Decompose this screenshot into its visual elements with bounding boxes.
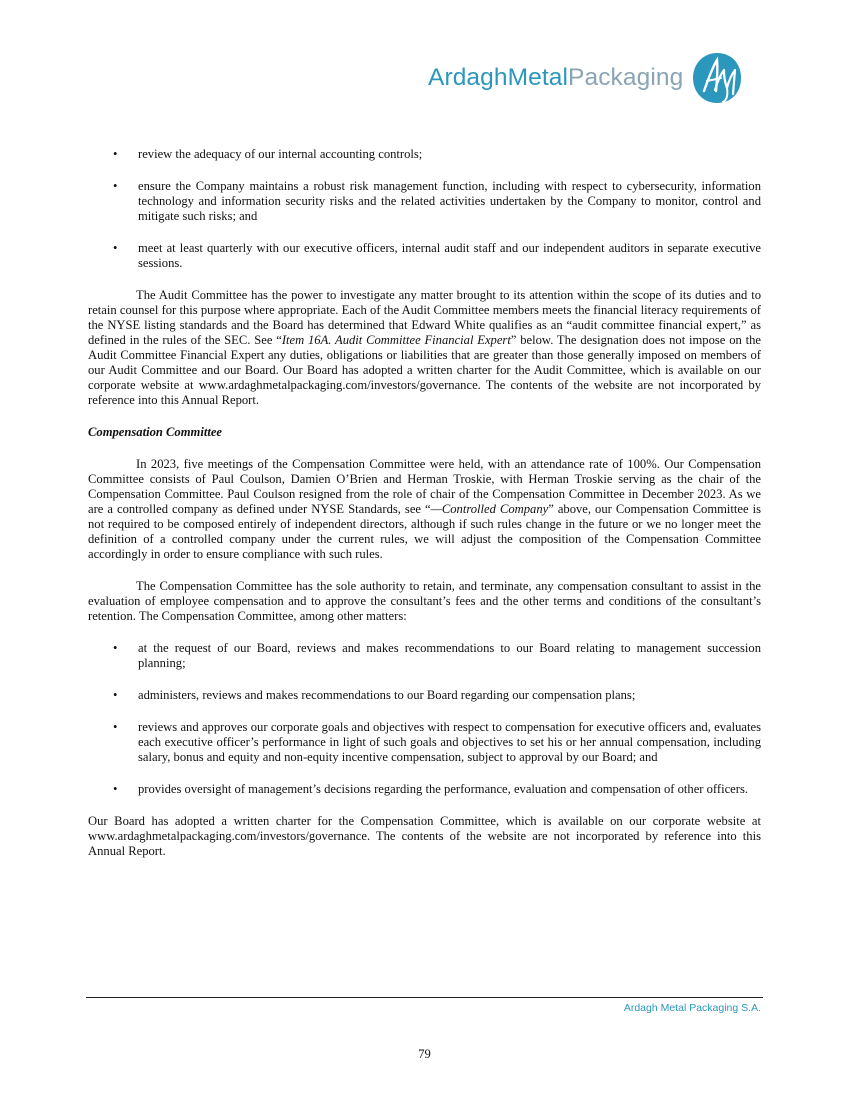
compensation-paragraph-2: The Compensation Committee has the sole authority to retain, and terminate, any compensation consultant to assist in the evaluation of employee compensation and to approve the consultant’s fees and the other terms and conditions of the consultant’s retention. The Compensation Committee, among other matters: — [88, 579, 761, 623]
logo-word-packaging: Packaging — [568, 64, 684, 91]
list-item — [88, 179, 761, 224]
bullet-icon: • — [113, 782, 118, 796]
compensation-text-part-1: In 2023, five meetings of the Compensation Committee were held, with an attendance rate of 100%. Our Compensation Committee consists of Paul Coulson, Damien O’Brien and Herman Troskie, with Herman Troskie serving as the chair of the Compensation Committee. Paul Coulson resigned from the role of chair of the Compensation Committee in December 2023. As we are a controlled company as defined under NYSE Standards, see “ — [88, 457, 761, 516]
closing-paragraph: Our Board has adopted a written charter for the Compensation Committee, which is available on our corporate website at www.ardaghmetalpackaging.com/investors/governance. The contents of the website are not incorporated by reference into this Annual Report. — [88, 814, 761, 858]
amp-monogram-icon — [690, 50, 744, 106]
bullet-text: ensure the Company maintains a robust risk management function, including with respect to cybersecurity, information technology and information security risks and the related activities undertaken by the Company to monitor, control and mitigate such risks; and — [138, 179, 761, 223]
compensation-paragraph-1 — [88, 457, 761, 562]
bullet-icon: • — [113, 720, 118, 734]
list-item — [88, 241, 761, 271]
compensation-italic-reference: —Controlled Company — [430, 502, 549, 516]
bullet-icon: • — [113, 179, 118, 193]
list-item — [88, 641, 761, 671]
bullet-text: reviews and approves our corporate goals and objectives with respect to compensation for executive officers and, evaluates each executive officer’s performance in light of such goals and objectives to set his or her annual compensation, including salary, bonus and equity and non-equity incentive compensation, subject to approval by our Board; and — [138, 720, 761, 764]
bullet-icon: • — [113, 241, 118, 255]
bullet-text: review the adequacy of our internal accounting controls; — [138, 147, 423, 161]
list-item — [88, 720, 761, 765]
page-body — [88, 147, 761, 859]
logo-wordmark — [428, 64, 683, 92]
audit-committee-paragraph — [88, 288, 761, 408]
footer-divider — [86, 997, 763, 998]
bullet-text: administers, reviews and makes recommendations to our Board regarding our compensation plans; — [138, 688, 636, 702]
company-logo — [428, 50, 758, 112]
audit-italic-reference: Item 16A. Audit Committee Financial Expert — [281, 333, 511, 347]
audit-text-part-2: ” below. The designation does not impose on the Audit Committee Financial Expert any duties, obligations or liabilities that are greater than those generally imposed on members of our Audit Committee and our Board. Our Board has adopted a written charter for the Audit Committee, which is available on our corporate website at www.ardaghmetalpackaging.com/investors/governance. The contents of the website are not incorporated by reference into this Annual Report. — [88, 333, 761, 407]
bullet-text: provides oversight of management’s decisions regarding the performance, evaluation and compensation of other officers. — [138, 782, 749, 796]
audit-text-part-1: The Audit Committee has the power to investigate any matter brought to its attention within the scope of its duties and to retain counsel for this purpose where appropriate. Each of the Audit Committee members meets the financial literacy requirements of the NYSE listing standards and the Board has determined that Edward White qualifies as an “audit committee financial expert,” as defined in the rules of the SEC. See “ — [88, 288, 761, 347]
bullet-icon: • — [113, 688, 118, 702]
list-item — [88, 782, 761, 797]
logo-word-metal: Metal — [507, 64, 569, 91]
compensation-text-part-2: ” above, our Compensation Committee is not required to be composed entirely of independent directors, although if such rules change in the future or we no longer meet the definition of a controlled company under the current rules, we will adjust the composition of the Compensation Committee accordingly in order to ensure compliance with such rules. — [88, 502, 762, 561]
bullet-text: meet at least quarterly with our executive officers, internal audit staff and our independent auditors in separate executive sessions. — [138, 241, 761, 270]
section-heading: Compensation Committee — [88, 425, 222, 439]
list-item — [88, 688, 761, 703]
list-item — [88, 147, 761, 162]
bullet-icon: • — [113, 147, 118, 161]
logo-word-ardagh: Ardagh — [428, 64, 508, 91]
bullet-icon: • — [113, 641, 118, 655]
bullet-text: at the request of our Board, reviews and makes recommendations to our Board relating to management succession planning; — [138, 641, 761, 670]
page-number: 79 — [418, 1047, 431, 1061]
footer-company-name: Ardagh Metal Packaging S.A. — [623, 1002, 761, 1014]
